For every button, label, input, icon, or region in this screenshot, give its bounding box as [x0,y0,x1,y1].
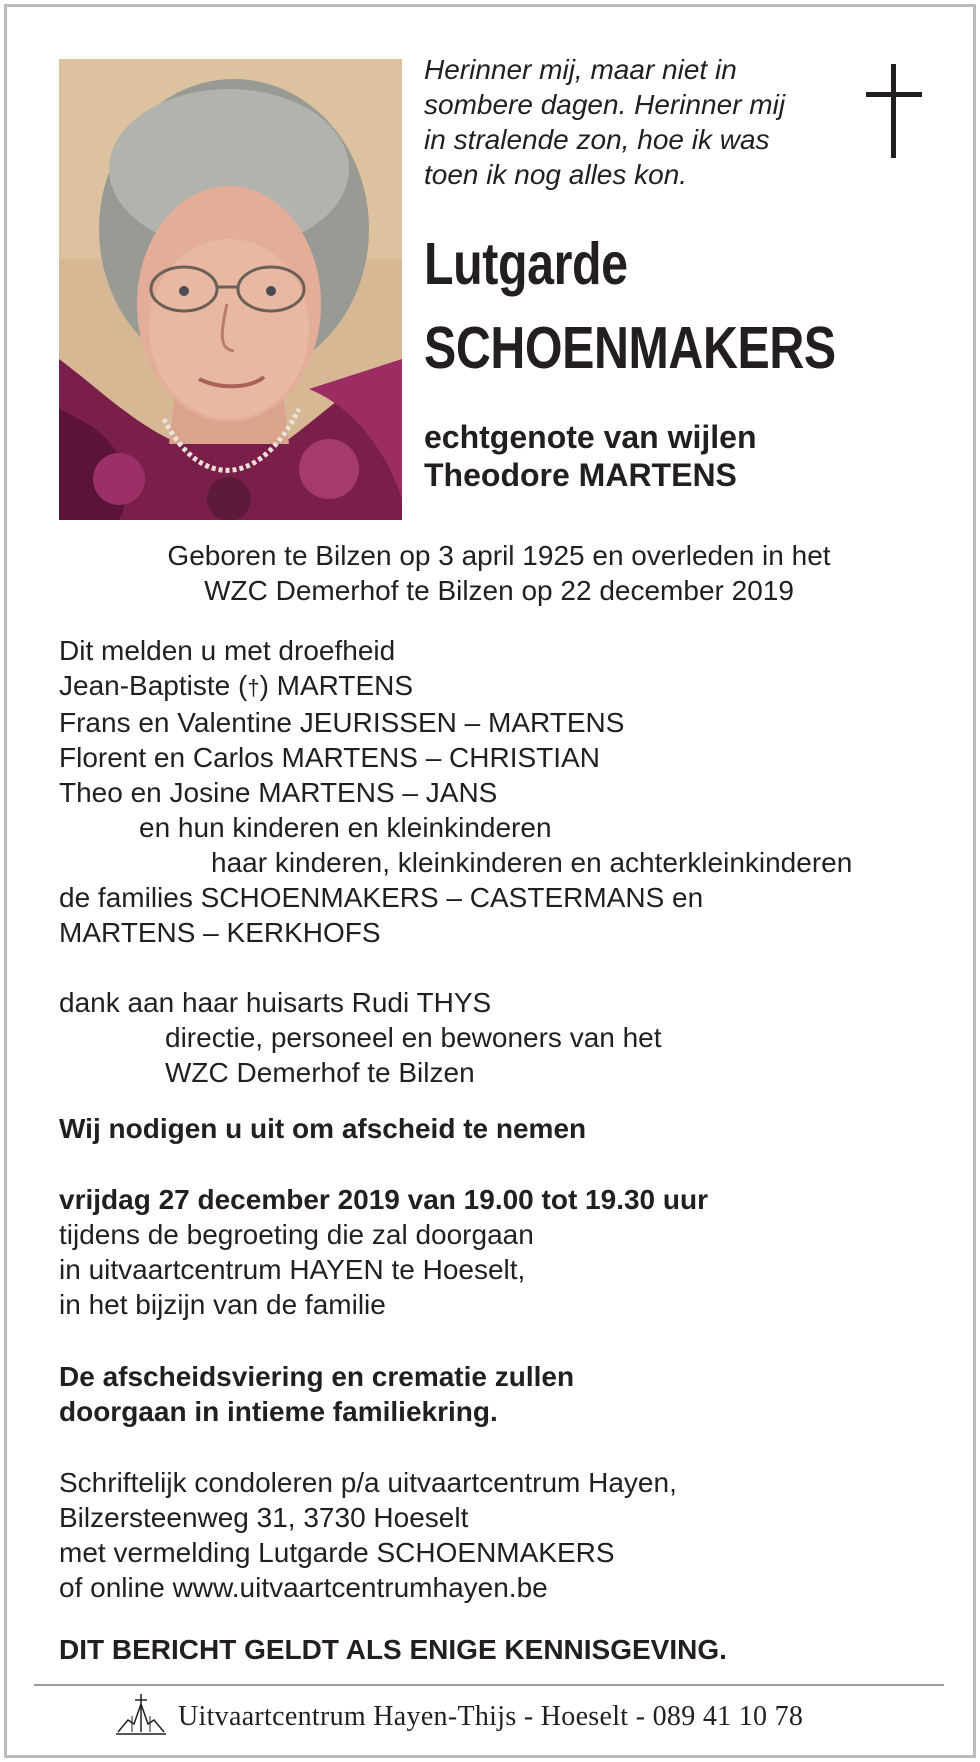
poem-line: Herinner mij, maar niet in [424,54,737,85]
announcer-line: Florent en Carlos MARTENS – CHRISTIAN [59,742,600,773]
funeral-home-contact: Uitvaartcentrum Hayen-Thijs - Hoeselt - 089 41 10 78 [178,1701,804,1732]
announcer-line: Frans en Valentine JEURISSEN – MARTENS [59,707,625,738]
announcers-block [59,633,939,950]
first-name: Lutgarde [424,231,628,297]
memorial-poem [424,52,844,192]
poem-line: toen ik nog alles kon. [424,159,688,190]
invite-date: vrijdag 27 december 2019 van 19.00 tot 19.30 uur [59,1184,709,1215]
portrait-photo [59,59,402,520]
ceremony-block [59,1359,939,1429]
thanks-line: dank aan haar huisarts Rudi THYS [59,987,492,1018]
poem-line: in stralende zon, hoe ik was [424,124,770,155]
announcer-line: Jean-Baptiste (†) MARTENS [59,670,414,701]
deceased-cross-icon: † [247,675,260,700]
thanks-block [59,985,939,1090]
last-name: SCHOENMAKERS [424,315,836,381]
footer-divider [34,1684,944,1686]
invite-heading: Wij nodigen u uit om afscheid te nemen [59,1113,587,1144]
invite-line: in het bijzijn van de familie [59,1289,386,1320]
spouse-line: echtgenote van wijlen [424,419,757,455]
birth-line: Geboren te Bilzen op 3 april 1925 en overleden in het [167,540,831,571]
announcer-line: Theo en Josine MARTENS – JANS [59,777,498,808]
condolences-website: of online www.uitvaartcentrumhayen.be [59,1572,548,1603]
condolences-address: Bilzersteenweg 31, 3730 Hoeselt [59,1502,469,1533]
announcer-line: en hun kinderen en kleinkinderen [139,812,552,843]
thanks-line: directie, personeel en bewoners van het [165,1022,662,1053]
spouse-name: Theodore MARTENS [424,457,737,493]
deceased-name [424,222,850,390]
condolences-block [59,1465,939,1605]
announcers-intro: Dit melden u met droefheid [59,635,396,666]
thanks-line: WZC Demerhof te Bilzen [165,1057,475,1088]
ceremony-line: De afscheidsviering en crematie zullen [59,1361,575,1392]
announcer-line: de families SCHOENMAKERS – CASTERMANS en [59,882,704,913]
funeral-home-logo-icon [114,1690,168,1740]
condolences-line: Schriftelijk condoleren p/a uitvaartcentrum Hayen, [59,1467,677,1498]
announcer-line: haar kinderen, kleinkinderen en achterkleinkinderen [211,847,853,878]
invite-line: in uitvaartcentrum HAYEN te Hoeselt, [59,1254,526,1285]
invite-block [59,1182,939,1322]
ceremony-line: doorgaan in intieme familiekring. [59,1396,498,1427]
birth-death-info [59,538,939,608]
poem-line: sombere dagen. Herinner mij [424,89,786,120]
condolences-line: met vermelding Lutgarde SCHOENMAKERS [59,1537,615,1568]
invite-line: tijdens de begroeting die zal doorgaan [59,1219,534,1250]
notice-text: DIT BERICHT GELDT ALS ENIGE KENNISGEVING. [59,1634,727,1665]
death-line: WZC Demerhof te Bilzen op 22 december 2019 [204,575,794,606]
footer [114,1690,874,1740]
cross-icon [866,64,922,158]
announcer-line: MARTENS – KERKHOFS [59,917,381,948]
spouse-info [424,418,924,494]
